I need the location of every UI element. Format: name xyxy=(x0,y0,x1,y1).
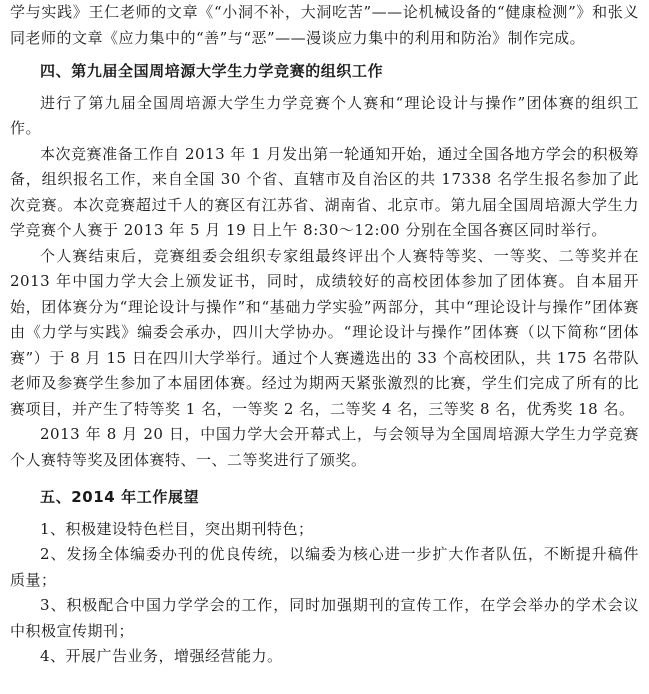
section-4-paragraph-4: 2013 年 8 月 20 日，中国力学大会开幕式上，与会领导为全国周培源大学生力学竞赛个人赛特等奖及团体赛特、一、二等奖进行了颁奖。 xyxy=(10,425,639,469)
outlook-item-3: 3、积极配合中国力学学会的工作，同时加强期刊的宣传工作，在学会举办的学术会议中积极宣传期刊； xyxy=(10,596,639,640)
intro-paragraph: 学与实践》王仁老师的文章《“小洞不补，大洞吃苦”——论机械设备的“健康检测”》和张义同老师的文章《应力集中的“善”与“恶”——漫谈应力集中的利用和防治》制作完成。 xyxy=(10,3,639,47)
outlook-item-2: 2、发扬全体编委办刊的优良传统，以编委为核心进一步扩大作者队伍，不断提升稿件质量； xyxy=(10,545,639,589)
outlook-item-4: 4、开展广告业务，增强经营能力。 xyxy=(40,647,283,665)
section-4-paragraph-1: 进行了第九届全国周培源大学生力学竞赛个人赛和“理论设计与操作”团体赛的组织工作。 xyxy=(10,93,639,137)
outlook-item-1: 1、积极建设特色栏目，突出期刊特色； xyxy=(40,519,314,538)
section-5-heading: 五、2014 年工作展望 xyxy=(40,488,200,506)
section-4-paragraph-3: 个人赛结束后，竞赛组委会组织专家组最终评出个人赛特等奖、一等奖、二等奖并在 2013 年中国力学大会上颁发证书，同时，成绩较好的高校团体参加了团体赛。自本届开始，团体赛分为“理论设计与操作”和“基础力学实验”两部分，其中“理论设计与操作”团体赛由《力学与实践》编委会承办，四川大学协办。“理论设计与操作”团体赛（以下简称“团体赛”）于 8 月 15 日在四川大学举行。通过个人赛遴选出的 33 个高校团队，共 175 名带队老师及参赛学生参加了本届团体赛。经过为期两天紧张激烈的比赛，学生们完成了所有的比赛项目，并产生了特等奖 1 名，一等奖 2 名，二等奖 4 名，三等奖 8 名，优秀奖 18 名。 xyxy=(10,246,639,418)
section-4-paragraph-2: 本次竞赛准备工作自 2013 年 1 月发出第一轮通知开始，通过全国各地方学会的积极筹备，组织报名工作，来自全国 30 个省、直辖市及自治区的共 17338 名学生报名参加了此次竞赛。本次竞赛超过千人的赛区有江苏省、湖南省、北京市。第九届全国周培源大学生力学竞赛个人赛于 2013 年 5 月 19 日上午 8:30～12:00 分别在全国各赛区同时举行。 xyxy=(10,144,639,239)
section-4-heading: 四、第九届全国周培源大学生力学竞赛的组织工作 xyxy=(40,62,384,80)
